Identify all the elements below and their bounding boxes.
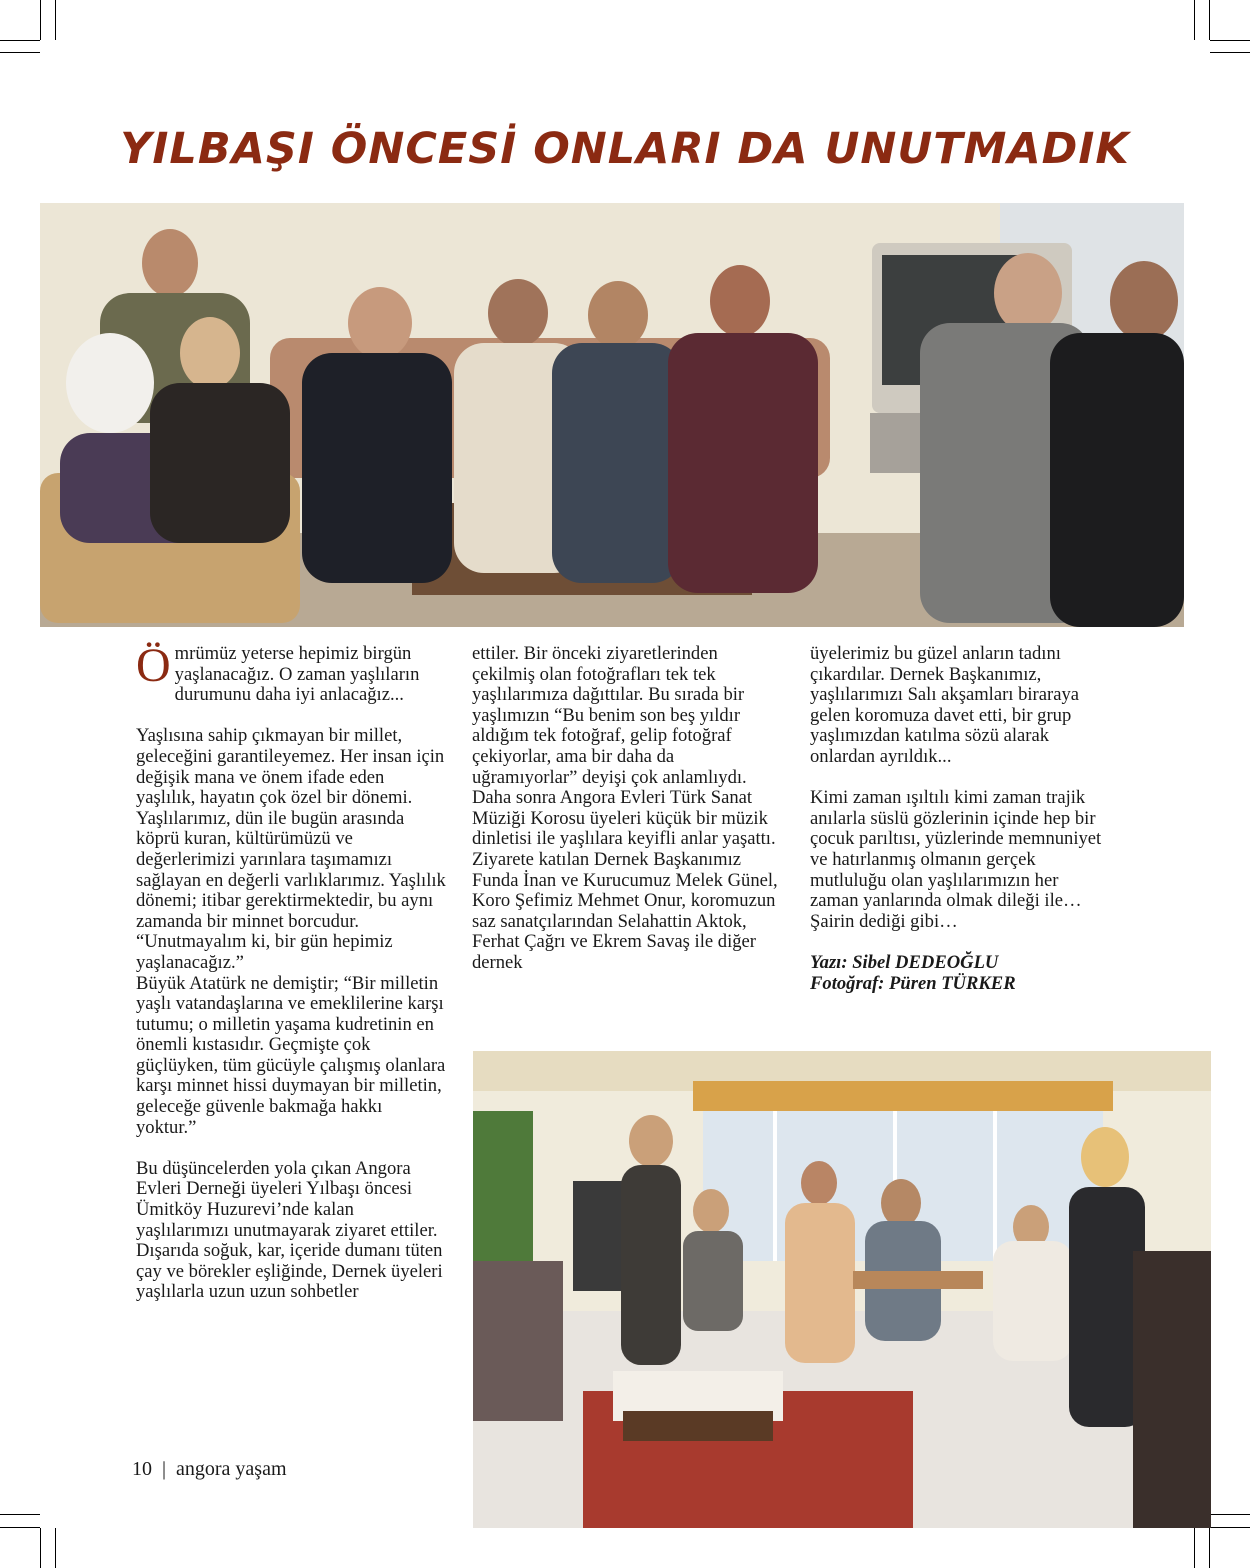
crop-mark xyxy=(55,0,56,40)
author-credit xyxy=(810,953,1110,994)
crop-mark xyxy=(0,52,40,53)
article-column-1 xyxy=(136,639,446,1303)
crop-mark xyxy=(40,0,41,40)
paragraph: Kimi zaman ışıltılı kimi zaman trajik anılarla süslü gözlerinin içinde hep bir çocuk parıltısı, yüzlerinde memnuniyet ve hatırlanmış olmanın gerçek mutluluğu olan yaşlılarımızın her zaman yanlarında olmak dileği ile… Şairin dediği gibi… xyxy=(810,787,1102,932)
article-column-2 xyxy=(472,644,782,974)
crop-mark xyxy=(1209,1528,1210,1568)
performance-photo xyxy=(473,1051,1211,1528)
page-footer xyxy=(132,1458,287,1481)
magazine-name: angora yaşam xyxy=(176,1458,287,1480)
paragraph: Büyük Atatürk ne demiştir; “Bir milletin yaşlı vatandaşlarına ve emeklilerine karşı tutumu; o milletin yaşama kudretinin en önemli kıstasıdır. Geçmişte çok güçlüyken, tüm gücüyle çalışmış olanlara karşı minnet hissi duymayan bir milletin, geleceğe güvenle bakmağa hakkı yoktur.” xyxy=(136,972,446,1138)
crop-mark xyxy=(0,1514,40,1515)
crop-mark xyxy=(1194,0,1195,40)
crop-mark xyxy=(0,1527,40,1528)
paragraph: Yaşlısına sahip çıkmayan bir millet, geleceğini garantileyemez. Her insan için değişik mana ve önem ifade eden yaşlılık, hayatın çok özel bir dönemi. Yaşlılarımız, dün ile bugün arasında köprü kuran, kültürümüzü ve değerlerimizi yarınlara taşımamızı sağlayan en değerli varlıklarımız. Yaşlılık dönemi; itibar gerektirmektedir, bu aynı zamanda bir minnet borcudur. “Unutmayalım ki, bir gün hepimiz yaşlanacağız.” xyxy=(136,725,446,973)
paragraph: ettiler. Bir önceki ziyaretlerinden çekilmiş olan fotoğrafları tek tek yaşlılarımıza dağıttılar. Bu sırada bir yaşlımızın “Bu benim son beş yıldır aldığım tek fotoğraf, gelip fotoğraf çekiyorlar, ama bir daha da uğramıyorlar” deyişi çok anlamlıydı. xyxy=(472,643,747,788)
writer-credit: Yazı: Sibel DEDEOĞLU xyxy=(810,951,999,973)
crop-mark xyxy=(40,1528,41,1568)
crop-mark xyxy=(0,40,40,41)
page-number: 10 xyxy=(132,1458,152,1480)
article-title: YILBAŞI ÖNCESİ ONLARI DA UNUTMADIK xyxy=(120,124,1130,174)
article-column-3 xyxy=(810,644,1110,994)
drop-cap: Ö xyxy=(136,639,171,692)
crop-mark xyxy=(1210,40,1250,41)
paragraph: Ömrümüz yeterse hepimiz birgün yaşlanacağız. O zaman yaşlıların durumunu daha iyi anlacağız... xyxy=(136,639,420,706)
paragraph: üyelerimiz bu güzel anların tadını çıkardılar. Dernek Başkanımız, yaşlılarımızı Salı akşamları biraraya gelen koromuza davet etti, bir grup yaşlımızdan katılma sözü alarak onlardan ayrıldık... xyxy=(810,643,1079,767)
paragraph: Daha sonra Angora Evleri Türk Sanat Müziği Korosu üyeleri küçük bir müzik dinletisi ile yaşlılara keyifli anlar yaşattı. Ziyarete katılan Dernek Başkanımız Funda İnan ve Kurucumuz Melek Günel, Koro Şefimiz Mehmet Onur, koromuzun saz sanatçılarından Selahattin Aktok, Ferhat Çağrı ve Ekrem Savaş ile diğer dernek xyxy=(472,787,778,973)
group-photo xyxy=(40,203,1184,627)
crop-mark xyxy=(1209,0,1210,40)
photographer-credit: Fotoğraf: Püren TÜRKER xyxy=(810,972,1016,994)
footer-separator: | xyxy=(162,1458,167,1480)
crop-mark xyxy=(1210,52,1250,53)
crop-mark xyxy=(1194,1528,1195,1568)
crop-mark xyxy=(1210,1527,1250,1528)
crop-mark xyxy=(55,1528,56,1568)
crop-mark xyxy=(1210,1514,1250,1515)
paragraph: Bu düşüncelerden yola çıkan Angora Evleri Derneği üyeleri Yılbaşı öncesi Ümitköy Huzurevi’nde kalan yaşlılarımızı unutmayarak ziyaret ettiler. Dışarıda soğuk, kar, içeride dumanı tüten çay ve börekler eşliğinde, Dernek üyeleri yaşlılarla uzun uzun sohbetler xyxy=(136,1157,443,1303)
